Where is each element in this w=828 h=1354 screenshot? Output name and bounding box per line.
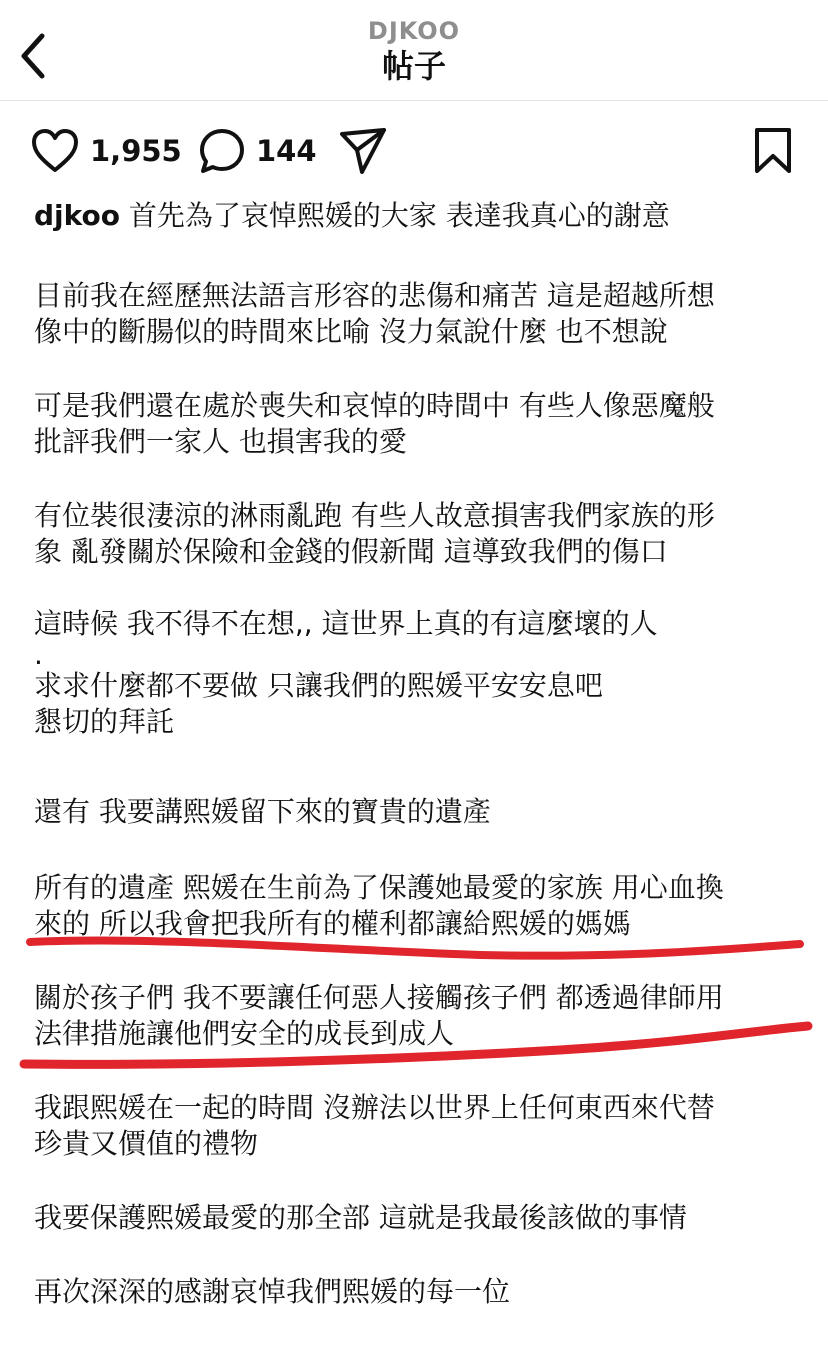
caption-line: 這時候 我不得不在想,, 這世界上真的有這麼壞的人: [34, 607, 658, 640]
caption-line: 求求什麼都不要做 只讓我們的熙媛平安安息吧: [34, 669, 603, 702]
paper-plane-icon: [338, 126, 388, 176]
caption-line: 珍貴又價值的禮物: [34, 1127, 259, 1160]
heart-icon: [30, 128, 80, 174]
caption-line: .: [34, 638, 43, 671]
comment-button[interactable]: [198, 118, 317, 184]
caption-paragraph: [34, 498, 814, 570]
caption-username[interactable]: djkoo: [34, 199, 120, 232]
comment-bubble-icon: [198, 127, 246, 175]
caption-line: 再次深深的感謝哀悼我們熙媛的每一位: [34, 1275, 511, 1308]
caption-line: 我要保護熙媛最愛的那全部 這就是我最後該做的事情: [34, 1201, 687, 1234]
caption-line: 所有的遺產 熙媛在生前為了保護她最愛的家族 用心血換: [34, 871, 724, 904]
caption-first-line: [34, 198, 814, 234]
caption-line: 來的 所以我會把我所有的權利都讓給熙媛的媽媽: [34, 907, 631, 940]
like-count[interactable]: 1,955: [90, 134, 182, 168]
caption-line: 法律措施讓他們安全的成長到成人: [34, 1017, 455, 1050]
page-title: 帖子: [381, 47, 446, 85]
header-username[interactable]: DJKOO: [367, 17, 461, 45]
caption-text: 首先為了哀悼熙媛的大家 表達我真心的謝意: [128, 199, 670, 232]
caption-line: 像中的斷腸似的時間來比喻 沒力氣說什麼 也不想說: [34, 315, 668, 348]
caption-paragraph: [34, 606, 814, 740]
post-action-bar: [0, 118, 828, 184]
caption-paragraph: [34, 870, 814, 942]
caption-paragraph: [34, 278, 814, 350]
caption-paragraph: [34, 1090, 814, 1162]
app-header: [0, 0, 828, 101]
save-button[interactable]: [752, 118, 794, 184]
caption-line: 可是我們還在處於喪失和哀悼的時間中 有些人像惡魔般: [34, 389, 715, 422]
caption-paragraph: [34, 388, 814, 460]
caption-paragraph: [34, 1200, 814, 1236]
caption-line: 有位裝很淒涼的淋雨亂跑 有些人故意損害我們家族的形: [34, 499, 715, 532]
bookmark-icon: [752, 126, 794, 176]
caption-paragraph: [34, 1274, 814, 1310]
comment-count[interactable]: 144: [256, 134, 317, 168]
red-underline-mark: [30, 941, 800, 956]
caption-line: 還有 我要講熙媛留下來的寶貴的遺產: [34, 795, 491, 828]
share-button[interactable]: [338, 118, 388, 184]
caption-line: 象 亂發關於保險和金錢的假新聞 這導致我們的傷口: [34, 535, 668, 568]
caption-paragraph: [34, 980, 814, 1052]
caption-line: 關於孩子們 我不要讓任何惡人接觸孩子們 都透過律師用: [34, 981, 724, 1014]
like-button[interactable]: [30, 118, 182, 184]
caption-line: 我跟熙媛在一起的時間 沒辦法以世界上任何東西來代替: [34, 1091, 715, 1124]
caption-line: 目前我在經歷無法語言形容的悲傷和痛苦 這是超越所想: [34, 279, 715, 312]
caption-line: 懇切的拜託: [34, 705, 175, 738]
caption-line: 批評我們一家人 也損害我的愛: [34, 425, 407, 458]
caption-paragraph: [34, 794, 814, 830]
